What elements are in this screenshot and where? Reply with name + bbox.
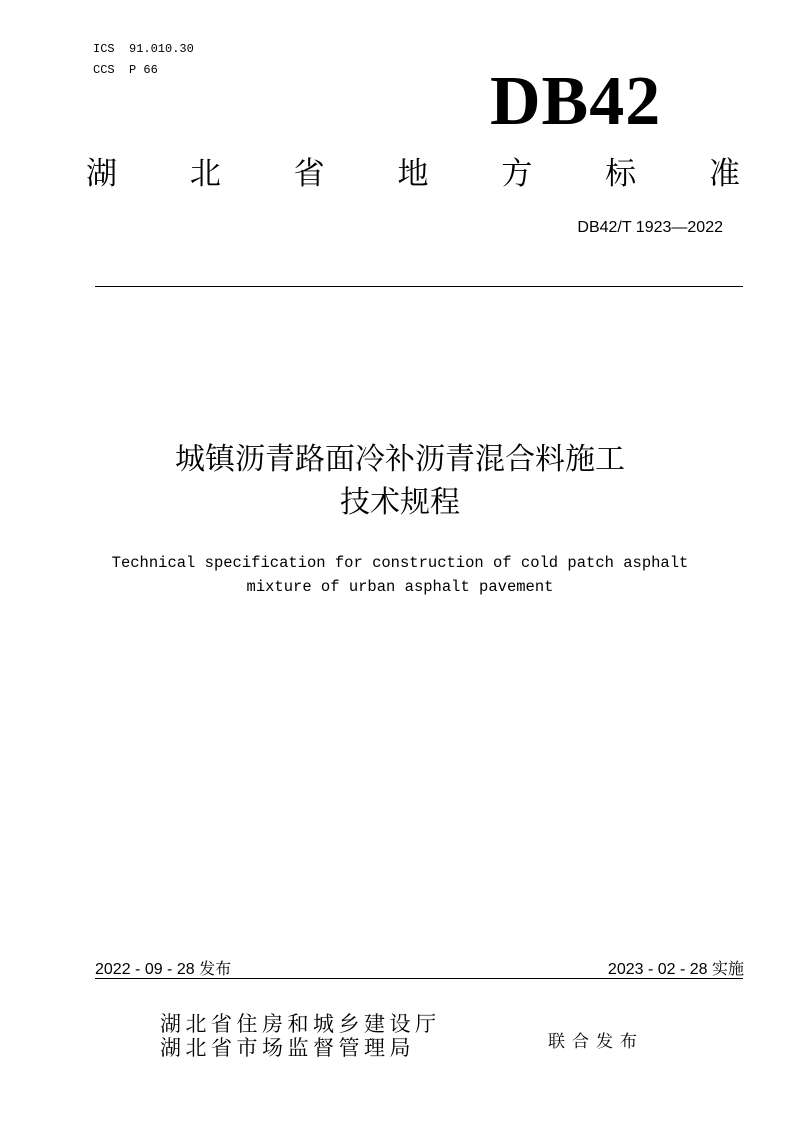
issuer-market-regulation: 湖北省市场监督管理局 [160,1036,415,1060]
title-zh-line2: 技术规程 [340,485,460,520]
footer-divider [95,978,743,979]
implementation-date: 2023 - 02 - 28 实施 [607,961,744,978]
standard-code-logo: DB42 [490,63,662,140]
header-divider [95,286,743,287]
title-en-line1: Technical specification for construction of cold patch asphalt [111,554,689,572]
standard-number: DB42/T 1923—2022 [577,219,723,236]
issuer-housing-department: 湖北省住房和城乡建设厅 [160,1012,441,1036]
classification-codes [93,39,194,81]
title-en [0,551,800,599]
standard-type-char: 标 [605,156,637,192]
standard-type-char: 省 [293,156,325,192]
title-en-line2: mixture of urban asphalt pavement [246,578,554,596]
standard-type-char: 北 [189,156,221,192]
ccs-code: CCS P 66 [93,63,158,77]
ics-code: ICS 91.010.30 [93,42,194,56]
standard-type-char: 准 [708,156,740,192]
issue-date: 2022 - 09 - 28 发布 [95,961,232,978]
issuing-organizations [160,1012,441,1060]
standard-type-char: 方 [501,156,533,192]
standard-type-char: 地 [397,156,429,192]
joint-issue-label: 联合发布 [548,1032,644,1052]
title-zh-line1: 城镇沥青路面冷补沥青混合料施工 [175,442,625,477]
standard-type-char: 湖 [86,156,117,192]
title-zh [0,438,800,524]
standard-type [86,154,740,194]
